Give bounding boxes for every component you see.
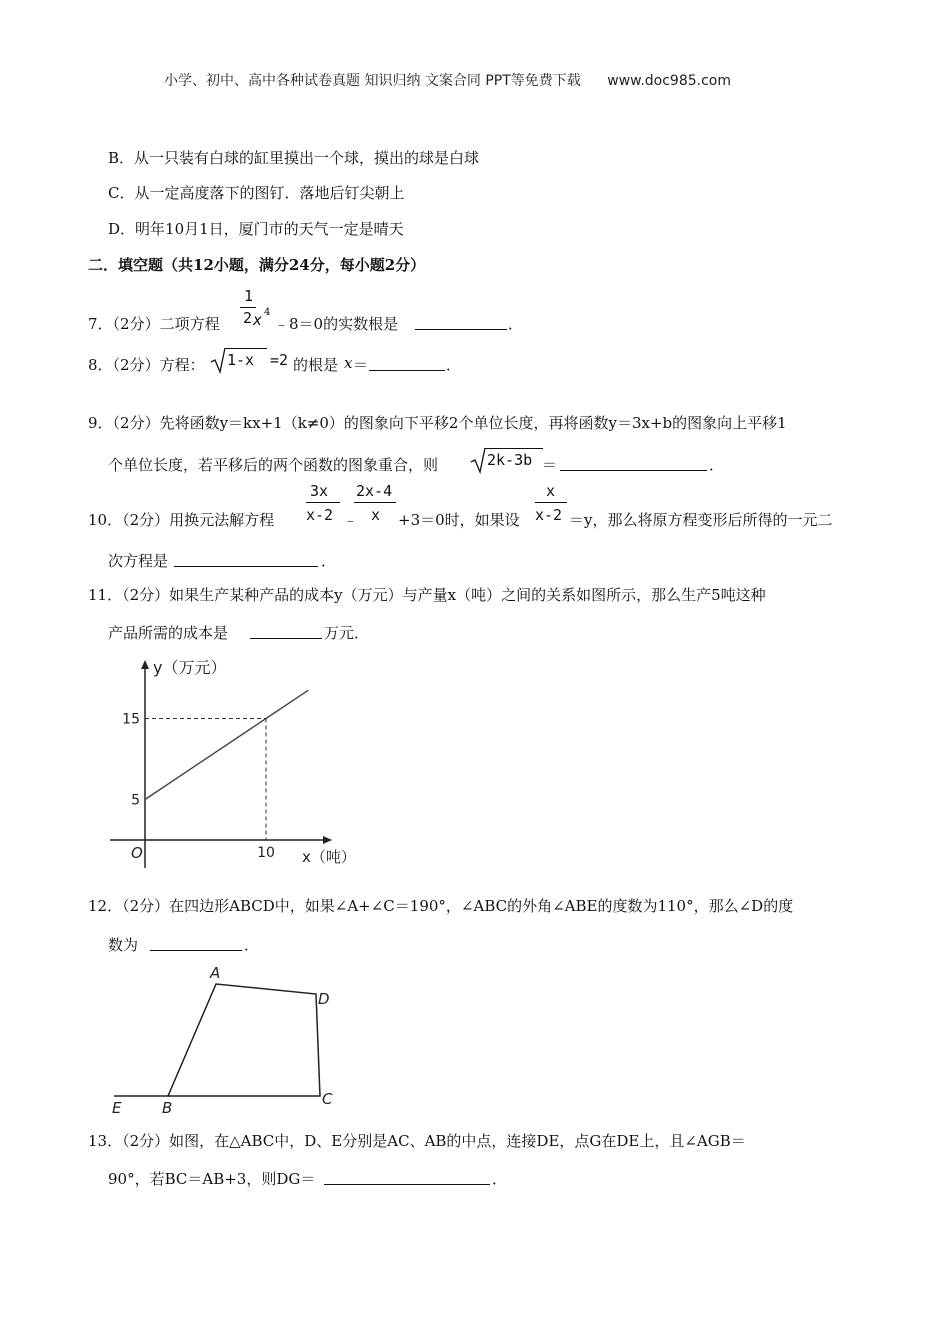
section-title: 二．填空题（共12小题，满分24分，每小题2分） — [88, 256, 426, 274]
q11-answer-blank[interactable] — [250, 624, 322, 639]
header-text: 小学、初中、高中各种试卷真题 知识归纳 文案合同 PPT等免费下载 — [164, 73, 581, 89]
q11-line2: 产品所需的成本是 — [108, 624, 229, 642]
cost-chart — [100, 650, 360, 875]
q13-answer-blank[interactable] — [324, 1170, 490, 1185]
q12-answer-blank[interactable] — [150, 936, 242, 951]
y-axis-label: y（万元） — [153, 658, 227, 677]
q12-line1: 12．（2分）在四边形ABCD中，如果∠A+∠C＝190°，∠ABC的外角∠ABE的度数为110°，那么∠D的度 — [88, 897, 794, 915]
q7-rest: ﹣8＝0的实数根是 — [274, 315, 399, 333]
q10-minus: ﹣ — [343, 511, 359, 529]
q7-frac-bar — [240, 307, 256, 308]
q7-var: x — [253, 311, 263, 329]
q8-sqrt-bar — [225, 348, 267, 349]
q13-line1: 13．（2分）如图，在△ABC中，D、E分别是AC、AB的中点，连接DE，点G在DE上，且∠AGB＝ — [88, 1132, 746, 1150]
q8-prefix: 8．（2分）方程： — [88, 356, 205, 374]
q9-end: ． — [709, 456, 725, 474]
question-8 — [88, 346, 868, 376]
q9-line1: 9．（2分）先将函数y＝kx+1（k≠0）的图象向下平移2个单位长度，再将函数y＝3x+b的图象向上平移1 — [88, 414, 787, 432]
q8-eq2: ＝ — [353, 356, 369, 374]
question-9-line2 — [108, 446, 868, 476]
q10-f2-bar — [354, 502, 396, 503]
question-12-line2 — [108, 934, 408, 956]
q10-line2: 次方程是 — [108, 552, 169, 570]
q11-end: 万元． — [324, 624, 370, 642]
question-10 — [88, 482, 868, 534]
q9-eq: ＝ — [542, 456, 558, 474]
q7-exponent: 4 — [264, 307, 271, 318]
q9-line2-prefix: 个单位长度，若平移后的两个函数的图象重合，则 — [108, 456, 439, 474]
q7-answer-blank[interactable] — [415, 315, 507, 330]
q13-end: ． — [492, 1170, 508, 1188]
option-b: B．从一只装有白球的缸里摸出一个球，摸出的球是白球 — [108, 149, 480, 167]
x-axis-arrow — [323, 836, 332, 844]
q10-f1-bar — [306, 502, 340, 503]
q10-f3-den: x-2 — [535, 506, 563, 524]
y-axis-arrow — [141, 660, 149, 669]
q10-mid: +3＝0时，如果设 — [398, 511, 520, 529]
q12-line2: 数为 — [108, 936, 139, 954]
q10-f3-bar — [535, 502, 567, 503]
label-e: E — [112, 1099, 122, 1117]
quadrilateral-figure — [100, 960, 350, 1120]
y-tick-label: 15 — [122, 711, 140, 728]
q8-rest: 的根是 — [293, 356, 339, 374]
q8-end: ． — [446, 356, 462, 374]
option-c: C．从一定高度落下的图钉．落地后钉尖朝上 — [108, 184, 405, 202]
origin-label: O — [131, 844, 143, 862]
q12-end: ． — [244, 936, 260, 954]
q10-f2-num: 2x-4 — [356, 482, 393, 500]
q9-sqrt-sign — [470, 446, 486, 474]
q7-frac-den: 2 — [243, 309, 253, 327]
q7-end: ． — [508, 315, 524, 333]
label-c: C — [322, 1090, 333, 1108]
chart-marks — [122, 690, 308, 861]
q10-f3-num: x — [546, 482, 556, 500]
q10-prefix: 10．（2分）用换元法解方程 — [88, 511, 275, 529]
q10-f1-num: 3x — [310, 482, 329, 500]
q7-prefix: 7．（2分）二项方程 — [88, 315, 220, 333]
quad-abcd — [168, 984, 320, 1096]
label-d: D — [318, 990, 330, 1008]
q10-f2-den: x — [371, 506, 381, 524]
q8-var: x — [344, 354, 353, 372]
q8-answer-blank[interactable] — [369, 356, 445, 371]
q8-sqrt-sign — [210, 346, 226, 374]
x-axis-label: x（吨） — [302, 848, 356, 866]
question-13-line2 — [108, 1168, 608, 1190]
q9-sqrt-bar — [485, 448, 543, 449]
series-line — [145, 690, 308, 799]
label-a: A — [210, 964, 221, 982]
question-10-line2 — [108, 550, 508, 572]
q11-line1: 11．（2分）如果生产某种产品的成本y（万元）与产量x（吨）之间的关系如图所示，那么生产5吨这种 — [88, 586, 766, 604]
q8-eq: =2 — [270, 351, 289, 369]
label-b: B — [162, 1099, 173, 1117]
q10-end: ． — [321, 552, 337, 570]
page-header — [164, 70, 731, 90]
q9-answer-blank[interactable] — [560, 456, 707, 471]
header-site[interactable]: www.doc985.com — [607, 73, 731, 89]
question-7 — [88, 287, 868, 337]
question-11-line2 — [108, 622, 508, 644]
q8-radicand: 1-x — [227, 351, 255, 369]
q9-radicand: 2k-3b — [487, 451, 533, 469]
x-tick-label: 10 — [257, 845, 275, 861]
q10-f1-den: x-2 — [306, 506, 334, 524]
y-tick-label: 5 — [131, 792, 140, 809]
q10-answer-blank[interactable] — [174, 552, 318, 567]
option-d: D．明年10月1日，厦门市的天气一定是晴天 — [108, 220, 404, 238]
q10-rest: ＝y，那么将原方程变形后所得的一元二 — [569, 511, 833, 529]
q13-line2: 90°，若BC＝AB+3，则DG＝ — [108, 1170, 316, 1188]
q7-frac-num: 1 — [244, 287, 254, 305]
